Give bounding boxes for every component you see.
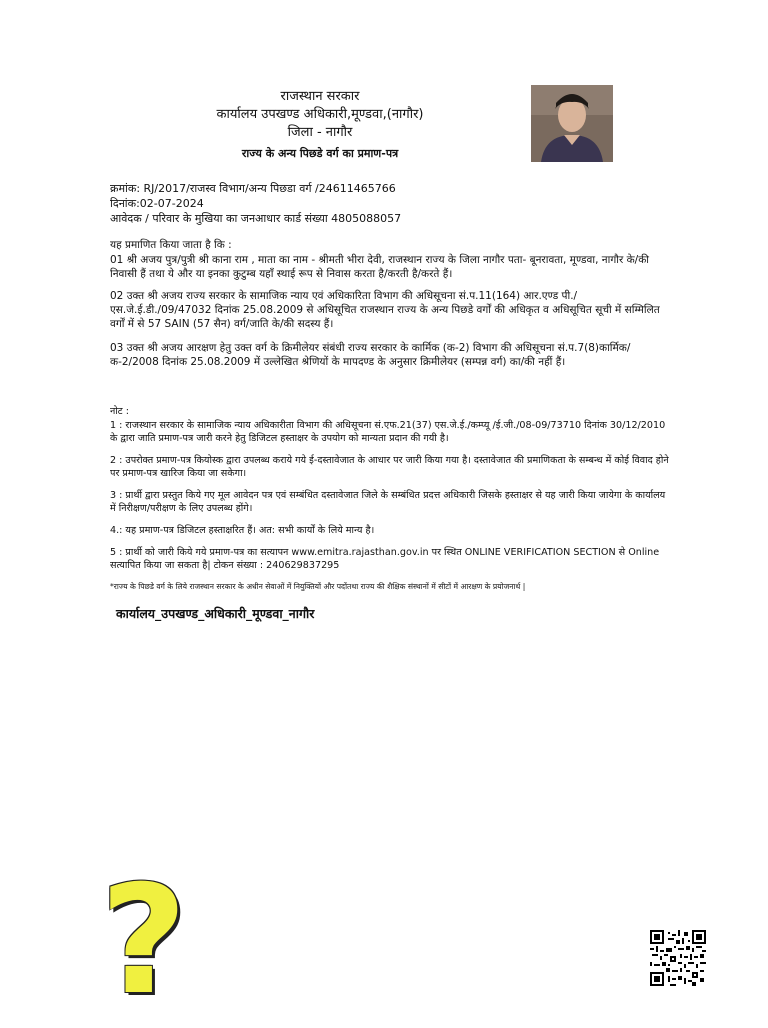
serial-number: क्रमांक: RJ/2017/राजस्व विभाग/अन्य पिछडा वर्ग /24611465766 [110,182,396,195]
applicant-photo [531,85,613,162]
issue-date: दिनांक:02-07-2024 [110,197,204,210]
clause-01: 01 श्री अजय पुत्र/पुत्री श्री काना राम , माता का नाम - श्रीमती भीरा देवी, राजस्थान राज्य के जिला नागौर पता- बूनरावता, मूण्डवा, नागौर के/की निवासी हैं तथा ये और या इनका कुटुम्ब यहाँ स्थाई रूप से निवास करता है/करती है/करते हैं। [110,254,649,280]
note-5: 5 : प्रार्थी को जारी किये गये प्रमाण-पत्र का सत्यापन www.emitra.rajasthan.gov.in पर स्थित ONLINE VERIFICATION SECTION से Online सत्यापित किया जा सकता है| टोकन संख्या : 240629837295 [110,547,660,571]
header-district: जिला - नागौर [287,125,353,140]
header-govt: राजस्थान सरकार [280,89,360,104]
note-heading: नोट : [110,406,129,417]
header-office: कार्यालय उपखण्ड अधिकारी,मूण्डवा,(नागौर) [216,107,424,122]
clause-03: 03 उक्त श्री अजय आरक्षण हेतु उक्त वर्ग के क्रिमीलेयर संबंधी राज्य सरकार के कार्मिक (क-2) विभाग की अधिसूचना सं.प.7(8)कार्मिक/क-2/2008 दिनांक 25.08.2009 में उल्लेखित श्रेणियों के मापदण्ड के अनुसार क्रिमीलेयर (सम्पन्न वर्ग) का/की नहीं हैं। [110,342,631,368]
question-mark-icon: ? [100,854,188,1028]
office-signature: कार्यालय_उपखण्ड_अधिकारी_मूण्डवा_नागौर [116,606,315,621]
note-4: 4.: यह प्रमाण-पत्र डिजिटल हस्ताक्षरित हैं। अत: सभी कार्यों के लिये मान्य है। [110,525,375,536]
qr-code-icon[interactable] [650,930,706,986]
certificate-title: राज्य के अन्य पिछडे वर्ग का प्रमाण-पत्र [241,147,399,160]
janaadhar-number: आवेदक / परिवार के मुखिया का जनआधार कार्ड संख्या 4805088057 [110,212,402,225]
note-3: 3 : प्रार्थी द्वारा प्रस्तुत किये गए मूल आवेदन पत्र एवं सम्बंधित दस्तावेजात जिले के सम्बंधित प्रदत्त अधिकारी जिसके हस्ताक्षर से यह जारी किया जायेगा के कार्यालय में निरीक्षण/परीक्षण के लिए उपलब्ध होंगे। [110,490,666,514]
note-1: 1 : राजस्थान सरकार के सामाजिक न्याय अधिकारीता विभाग की अधिसूचना सं.एफ.21(37) एस.जे.ई./कम्प्यू /ई.जी./08-09/73710 दिनांक 30/12/2010 के द्वारा जाति प्रमाण-पत्र जारी करने हेतु डिजिटल हस्ताक्षर के उपयोग को मान्यता प्रदान की गयी है। [110,420,666,444]
clause-02: 02 उक्त श्री अजय राज्य सरकार के सामाजिक न्याय एवं अधिकारिता विभाग की अधिसूचना सं.प.11(164) आर.एण्ड पी./एस.जे.ई.डी./09/47032 दिनांक 25.08.2009 से अधिसूचित राजस्थान राज्य के अन्य पिछडे वर्गों की अधिकृत व अधिसूचित सूची में सम्मिलित वर्गों में से 57 SAIN (57 सैन) वर्ग/जाति के/की सदस्य हैं। [110,290,660,330]
certify-intro: यह प्रमाणित किया जाता है कि : [110,239,232,251]
footnote: *राज्य के पिछडे वर्ग के लिये राजस्थान सरकार के अधीन सेवाओं में नियुक्तियों और पदोंतथा राज्य की शैक्षिक संस्थानों में सीटों में आरक्षण के प्रयोजनार्थ | [110,582,526,591]
note-2: 2 : उपरोक्त प्रमाण-पत्र कियोस्क द्वारा उपलब्ध कराये गये ई-दस्तावेजात के आधार पर जारी किया गया है। दस्तावेजात की प्रमाणिकता के सम्बन्ध में कोई विवाद होने पर प्रमाण-पत्र खारिज किया जा सकेगा। [110,455,669,479]
